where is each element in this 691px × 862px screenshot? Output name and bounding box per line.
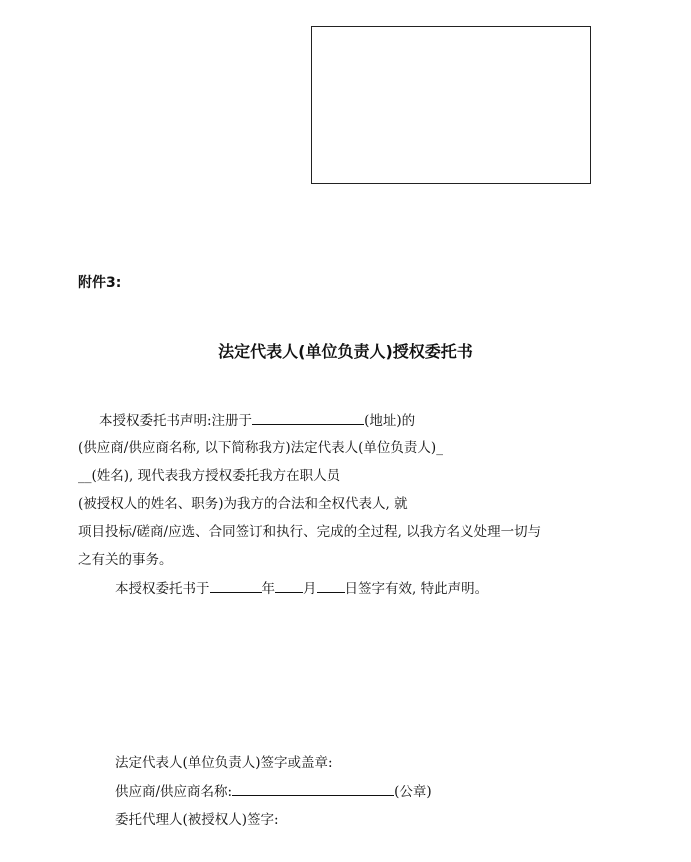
day-blank[interactable]: [317, 578, 345, 593]
para2-text: 本授权委托书于: [115, 581, 210, 597]
seal-label: (公章): [394, 784, 432, 800]
para1-line4: (被授权人的姓名、职务)为我方的合法和全权代表人, 就: [78, 496, 408, 512]
para1-line1-text-b: (地址)的: [364, 413, 416, 429]
month-label: 月: [303, 581, 317, 597]
para1-line3-text: (姓名), 现代表我方授权委托我方在职人员: [91, 468, 341, 484]
para1-line6: 之有关的事务。: [78, 552, 173, 568]
supplier-label: 供应商/供应商名称:: [115, 784, 233, 800]
para2-line: [115, 578, 488, 599]
para1-line2-text: (供应商/供应商名称, 以下简称我方)法定代表人(单位负责人): [78, 440, 437, 456]
para1-line5: 项目投标/磋商/应选、合同签订和执行、完成的全过程, 以我方名义处理一切与: [78, 524, 542, 540]
photo-placeholder-box: [311, 26, 591, 184]
legal-rep-signature-line: 法定代表人(单位负责人)签字或盖章:: [115, 755, 333, 771]
year-blank[interactable]: [210, 578, 262, 593]
para1-line1: [99, 410, 415, 431]
year-label: 年: [261, 581, 275, 597]
supplier-name-blank[interactable]: [232, 781, 394, 796]
address-blank[interactable]: [252, 410, 364, 425]
name-blank: __: [78, 468, 92, 484]
para1-line1-text-a: 本授权委托书声明:注册于: [99, 413, 253, 429]
para1-line2: [78, 438, 443, 458]
supplier-signature-line: [115, 781, 432, 802]
month-blank[interactable]: [275, 578, 303, 593]
para1-line3: [78, 466, 340, 486]
document-title: 法定代表人(单位负责人)授权委托书: [218, 342, 473, 361]
para1-line2-tail: _: [436, 440, 443, 456]
attachment-label: 附件3:: [78, 275, 122, 291]
agent-signature-line: 委托代理人(被授权人)签字:: [115, 812, 279, 828]
day-label: 日签字有效, 特此声明。: [344, 581, 489, 597]
